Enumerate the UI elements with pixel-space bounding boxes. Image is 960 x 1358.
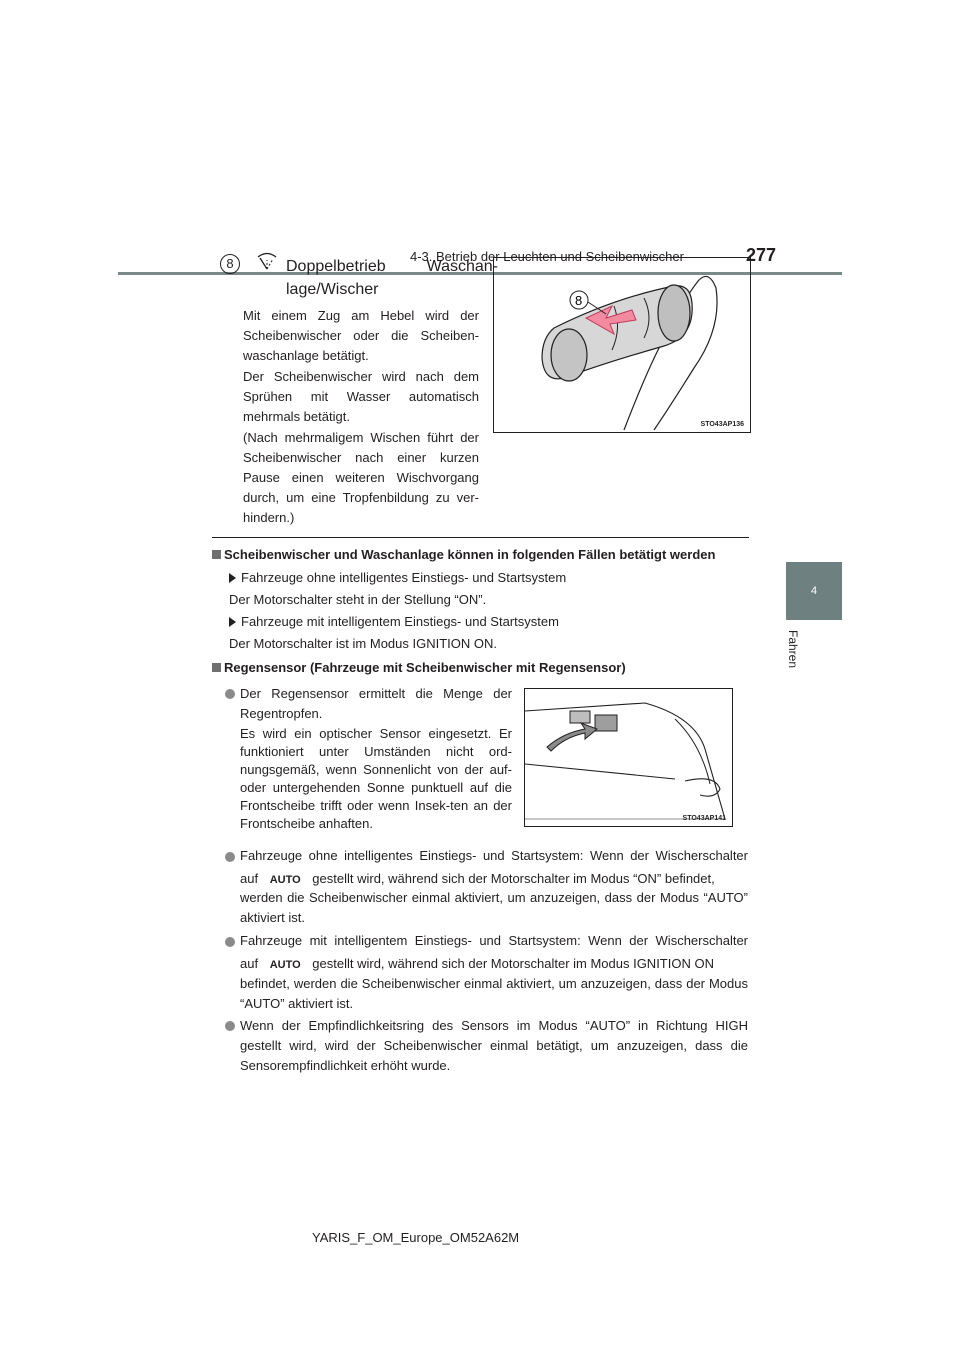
item-paragraph-1: Mit einem Zug am Hebel wird der Scheibenwischer oder die Scheiben-waschanlage betätigt.	[243, 308, 479, 363]
text-line: Der Motorschalter ist im Modus IGNITION ON.	[229, 636, 497, 651]
wiper-washer-icon	[256, 252, 278, 272]
triangle-bullet-icon	[229, 617, 236, 627]
chapter-tab-label: Fahren	[786, 630, 800, 669]
text-line: Der Motorschalter steht in der Stellung “ON”.	[229, 592, 487, 607]
page-number: 277	[746, 245, 777, 265]
section-divider	[212, 537, 749, 538]
bullet-text-2-line2: auf AUTO gestellt wird, während sich der Motorschalter im Modus “ON” befindet,	[240, 871, 715, 886]
section-heading-1: Scheibenwischer und Waschanlage können in folgenden Fällen betätigt werden	[212, 547, 715, 562]
rain-sensor-figure	[524, 688, 733, 827]
item-title: Doppelbetrieb Waschan-lage/Wischer	[286, 258, 498, 298]
bullet-text-2-line1: Fahrzeuge ohne intelligentes Einstiegs- und Startsystem: Wenn der Wischerschalter	[240, 848, 748, 863]
bullet-text-3-line3: befindet, werden die Scheibenwischer einmal aktiviert, um anzuzeigen, dass der Modus “AUTO” aktiviert ist.	[240, 976, 748, 1011]
auto-mode-icon: AUTO	[269, 874, 301, 886]
document-code: YARIS_F_OM_Europe_OM52A62M	[312, 1230, 520, 1245]
square-bullet-icon	[212, 550, 221, 559]
circle-bullet-icon	[225, 852, 235, 862]
chapter-tab[interactable]: 4	[786, 562, 842, 620]
triangle-bullet-icon	[229, 573, 236, 583]
bullet-text-3-line2: auf AUTO gestellt wird, während sich der Motorschalter im Modus IGNITION ON	[240, 956, 714, 971]
circle-bullet-icon	[225, 937, 235, 947]
section-header: 4-3. Betrieb der Leuchten und Scheibenwischer	[410, 249, 684, 264]
item-paragraph-2: Der Scheibenwischer wird nach dem Sprühen mit Wasser automatisch mehrmals betätigt.	[243, 369, 479, 424]
item-paragraph-3: (Nach mehrmaligem Wischen führt der Scheibenwischer nach einer kurzen Pause einen weiteren Wischvorgang durch, um eine Tropfenbildung zu ver-hindern.)	[243, 430, 479, 525]
bullet-text-1b: Es wird ein optischer Sensor eingesetzt. Er funktioniert unter Umständen nicht ord-nungsgemäß, wenn Sonnenlicht von der auf- oder untergehenden Sonne punktuell auf die Frontscheibe trifft oder wenn Insek-ten an der Frontscheibe anhaften.	[240, 726, 512, 831]
figure-marker-8: 8	[575, 293, 583, 308]
bullet-text-3-line1: Fahrzeuge mit intelligentem Einstiegs- und Startsystem: Wenn der Wischerschalter	[240, 933, 748, 948]
bullet-text-4: Wenn der Empfindlichkeitsring des Sensors im Modus “AUTO” in Richtung HIGH gestellt wird, wird der Scheibenwischer einmal betätigt, um anzuzeigen, dass die Sensorempfindlichkeit erhöht wurde.	[240, 1018, 748, 1073]
bullet-text-1a: Der Regensensor ermittelt die Menge der Regentropfen.	[240, 686, 512, 721]
figure-code: STO43AP136	[700, 421, 744, 428]
figure-code: STO43AP141	[682, 815, 726, 822]
square-bullet-icon	[212, 663, 221, 672]
subheading-2: Fahrzeuge mit intelligentem Einstiegs- und Startsystem	[229, 614, 559, 629]
bullet-text-2-line3: werden die Scheibenwischer einmal aktiviert, um anzuzeigen, dass der Modus “AUTO” aktiviert ist.	[240, 890, 748, 925]
wiper-lever-figure	[493, 257, 751, 433]
circle-bullet-icon	[225, 1021, 235, 1031]
auto-mode-icon: AUTO	[269, 959, 301, 971]
item-marker-8: 8	[220, 254, 240, 274]
subheading-1: Fahrzeuge ohne intelligentes Einstiegs- und Startsystem	[229, 570, 566, 585]
section-heading-2: Regensensor (Fahrzeuge mit Scheibenwischer mit Regensensor)	[212, 660, 626, 675]
circle-bullet-icon	[225, 689, 235, 699]
